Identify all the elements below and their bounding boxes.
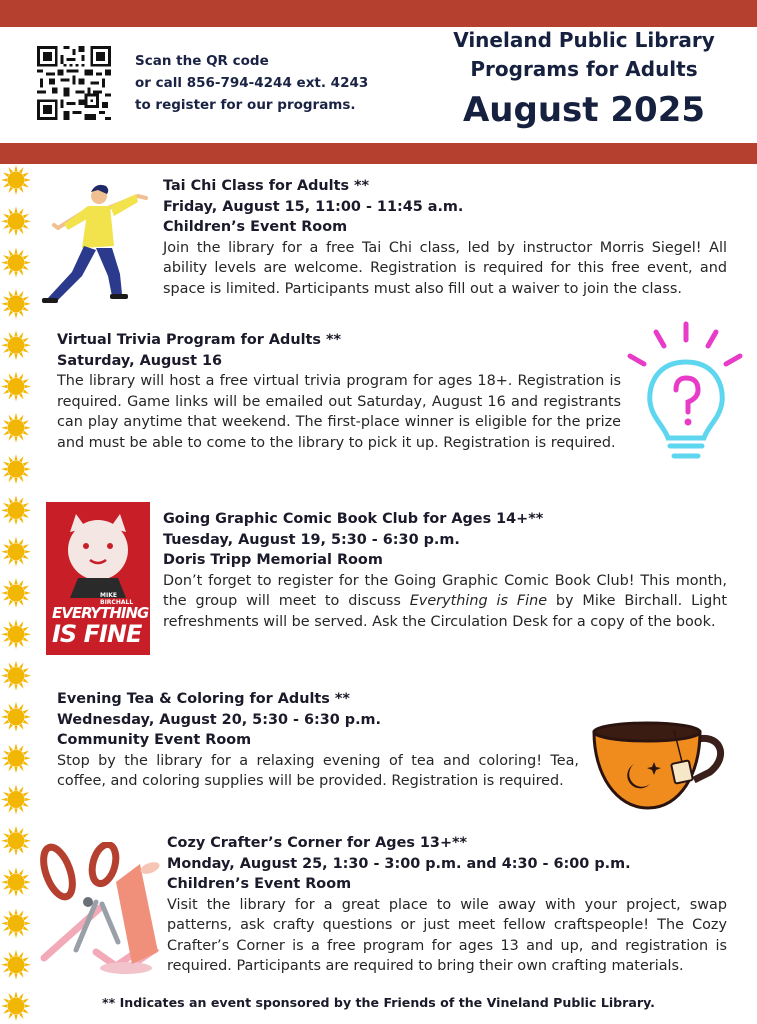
event-virtual-trivia: [57, 330, 621, 453]
sun-icon: [1, 165, 31, 195]
event-comic-book-club: [163, 509, 727, 632]
sun-icon: [1, 661, 31, 691]
event-datetime: Friday, August 15, 11:00 - 11:45 a.m.: [163, 198, 464, 215]
qr-code-icon[interactable]: [37, 46, 111, 120]
book-cover-author: MIKE BIRCHALL: [100, 592, 134, 606]
event-cozy-crafters-corner: [167, 833, 727, 977]
sun-icon: [1, 413, 31, 443]
sun-icon: [1, 289, 31, 319]
event-title: Cozy Crafter’s Corner for Ages 13+**: [167, 835, 468, 851]
sun-icon: [1, 743, 31, 773]
event-title: Going Graphic Comic Book Club for Ages 14+**: [163, 511, 544, 527]
event-title: Evening Tea & Coloring for Adults **: [57, 691, 350, 707]
sun-icon: [1, 785, 31, 815]
book-cover-character-icon: [56, 508, 140, 598]
event-location: Community Event Room: [57, 732, 252, 748]
title-library-name: Vineland Public Library: [453, 28, 715, 52]
event-location: Children’s Event Room: [163, 219, 348, 235]
event-description: Visit the library for a great place to wile away with your project, swap patterns, ask crafty questions or just meet fellow craftspeople! The Cozy Crafter’s Corner is a free program for ages 13 and up, and registration is required. Participants are required to bring their own crafting materials.: [167, 896, 727, 974]
sponsorship-footnote: ** Indicates an event sponsored by the Friends of the Vineland Public Library.: [102, 995, 655, 1010]
event-description: The library will host a free virtual trivia program for ages 18+. Registration is required. Game links will be emailed out Saturday, August 16 and registrants can play anytime that weekend. The first-place winner is eligible for the prize and must be able to come to the library to pick it up. Registration is required.: [57, 373, 621, 451]
event-description: Stop by the library for a relaxing evening of tea and coloring! Tea, coffee, and coloring supplies will be provided. Registration is required.: [57, 752, 579, 789]
sun-icon: [1, 454, 31, 484]
sun-icon: [1, 330, 31, 360]
event-evening-tea: [57, 689, 579, 792]
event-description: [163, 571, 727, 633]
registration-info: [135, 50, 368, 116]
event-datetime: Monday, August 25, 1:30 - 3:00 p.m. and 4:30 - 6:00 p.m.: [167, 855, 631, 872]
event-datetime: Saturday, August 16: [57, 352, 223, 369]
registration-line: Scan the QR code: [135, 53, 269, 69]
event-description: Join the library for a free Tai Chi class, led by instructor Morris Siegel! All ability levels are welcome. Registration is required for this free event, and space is limited. Participants must also fill out a waiver to join the class.: [163, 239, 727, 297]
event-title: Virtual Trivia Program for Adults **: [57, 332, 342, 348]
sun-icon: [1, 619, 31, 649]
sun-icon: [1, 372, 31, 402]
top-color-band: [0, 0, 757, 27]
sun-icon: [1, 826, 31, 856]
description-text: Don’t forget to register for the Going Graphic Comic Book Club! This month, the group will meet to discuss: [163, 572, 727, 609]
sun-icon: [1, 578, 31, 608]
description-text: by Mike Birchall. Light refreshments will be served. Ask the Circulation Desk for a copy of the book.: [163, 593, 727, 630]
registration-line: to register for our programs.: [135, 97, 356, 113]
event-location: Children’s Event Room: [167, 876, 352, 892]
teacup-icon: [590, 718, 728, 812]
book-cover-title-line1: EVERYTHING: [52, 604, 149, 622]
sun-icon: [1, 537, 31, 567]
event-title: Tai Chi Class for Adults **: [163, 178, 370, 194]
book-cover-title-line2: IS FINE: [52, 620, 142, 648]
title-month: August 2025: [462, 90, 706, 130]
sun-icon: [1, 248, 31, 278]
registration-phone-line: or call 856-794-4244 ext. 4243: [135, 75, 369, 91]
sun-icon: [1, 950, 31, 980]
sun-border-decoration: [0, 164, 34, 1024]
event-tai-chi: [163, 176, 727, 299]
sun-icon: [1, 495, 31, 525]
event-datetime: Tuesday, August 19, 5:30 - 6:30 p.m.: [163, 531, 460, 548]
book-cover-everything-is-fine: [46, 502, 150, 655]
title-subtitle: Programs for Adults: [470, 57, 698, 81]
page-title: [436, 26, 732, 133]
header-divider-band: [0, 143, 757, 164]
event-datetime: Wednesday, August 20, 5:30 - 6:30 p.m.: [57, 711, 382, 728]
tai-chi-figure-icon: [38, 178, 156, 306]
sewing-supplies-icon: [36, 842, 162, 974]
sun-icon: [1, 206, 31, 236]
sun-icon: [1, 908, 31, 938]
sun-icon: [1, 702, 31, 732]
book-title: Everything is Fine: [409, 593, 548, 609]
event-location: Doris Tripp Memorial Room: [163, 552, 383, 568]
lightbulb-question-icon: [620, 318, 750, 468]
sun-icon: [1, 867, 31, 897]
